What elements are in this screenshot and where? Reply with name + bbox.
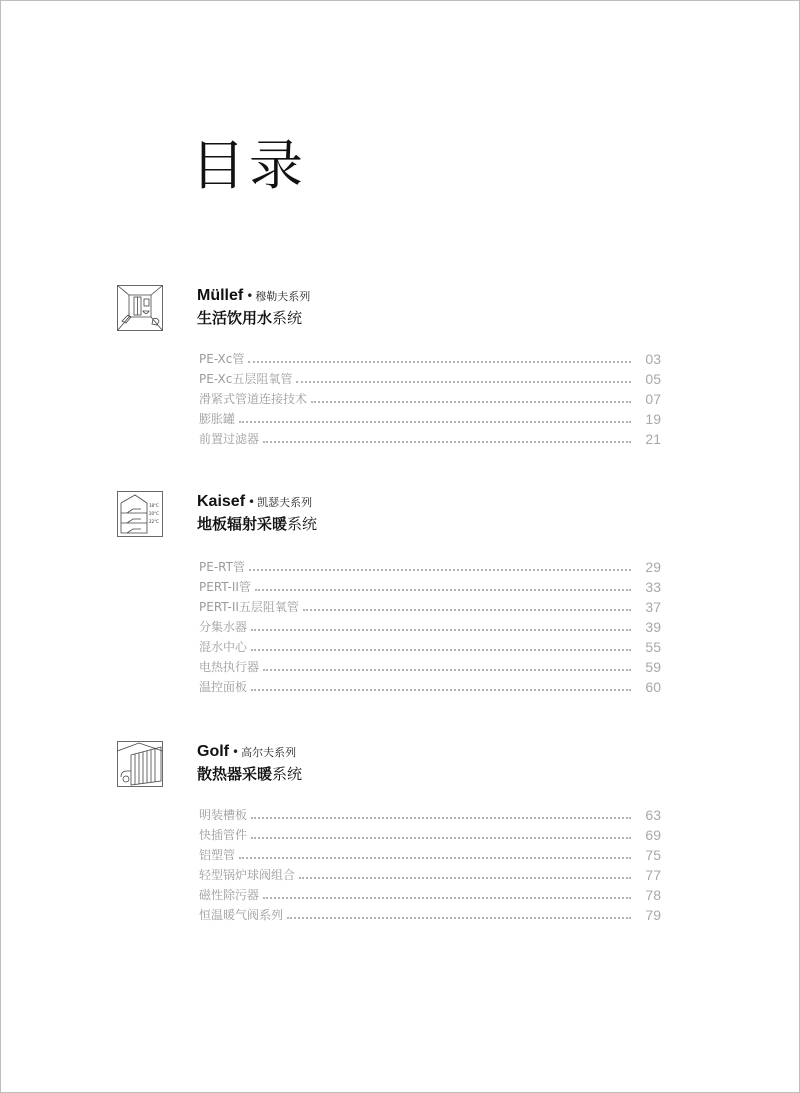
- page-title: 目录: [191, 134, 307, 197]
- dot-leader: [251, 649, 631, 651]
- dot-leader: [255, 589, 631, 591]
- toc-entry-label: 温控面板: [199, 680, 248, 694]
- dot-leader: [251, 689, 631, 691]
- toc-entry-label: 铝塑管: [199, 848, 236, 862]
- toc-entry[interactable]: [199, 805, 661, 825]
- toc-entry-page: 69: [645, 827, 661, 843]
- toc-entry-label: 轻型锅炉球阀组合: [199, 868, 296, 882]
- dot-leader: [263, 669, 631, 671]
- brand-cn-name: 穆勒夫系列: [255, 290, 311, 303]
- dot-leader: [251, 817, 631, 819]
- toc-entry-page: 39: [645, 619, 661, 635]
- toc-entry[interactable]: [199, 677, 661, 697]
- section-title: [197, 764, 302, 784]
- toc-entry-page: 07: [645, 391, 661, 407]
- toc-entry-page: 79: [645, 907, 661, 923]
- series-brand: [197, 285, 310, 307]
- dot-leader: [287, 917, 631, 919]
- toc-entry[interactable]: [199, 637, 661, 657]
- toc-entry-label: 膨胀罐: [199, 412, 236, 426]
- toc-entry-label: PERT-II五层阻氧管: [199, 600, 299, 614]
- toc-entry[interactable]: [199, 597, 661, 617]
- toc-entry[interactable]: [199, 905, 661, 925]
- dot-leader: [299, 877, 631, 879]
- brand-dot: •: [246, 289, 254, 303]
- toc-entry-page: 19: [645, 411, 661, 427]
- floor-heating-icon: [117, 491, 163, 537]
- brand-name: Müllef: [197, 287, 244, 304]
- toc-list: [199, 349, 661, 449]
- toc-entry[interactable]: [199, 557, 661, 577]
- toc-entry[interactable]: [199, 657, 661, 677]
- dot-leader: [311, 401, 631, 403]
- section-title: [197, 514, 317, 534]
- toc-entry-label: PE-RT管: [199, 560, 245, 574]
- toc-entry-label: 恒温暖气阀系列: [199, 908, 284, 922]
- dot-leader: [248, 361, 631, 363]
- toc-entry-page: 05: [645, 371, 661, 387]
- toc-entry-label: 混水中心: [199, 640, 248, 654]
- toc-entry-page: 33: [645, 579, 661, 595]
- series-brand: [197, 491, 312, 513]
- brand-cn-name: 凯瑟夫系列: [257, 496, 313, 509]
- toc-list: [199, 805, 661, 925]
- dot-leader: [251, 837, 631, 839]
- brand-name: Kaisef: [197, 493, 246, 510]
- toc-entry[interactable]: [199, 617, 661, 637]
- section-title-bold: 生活饮用水: [197, 309, 273, 327]
- toc-entry[interactable]: [199, 429, 661, 449]
- toc-entry-label: PE-Xc管: [199, 352, 245, 366]
- toc-entry-page: 77: [645, 867, 661, 883]
- toc-entry[interactable]: [199, 389, 661, 409]
- toc-entry-label: 快插管件: [199, 828, 248, 842]
- dot-leader: [249, 569, 631, 571]
- dot-leader: [239, 421, 631, 423]
- toc-entry[interactable]: [199, 349, 661, 369]
- dot-leader: [239, 857, 631, 859]
- toc-entry[interactable]: [199, 409, 661, 429]
- toc-entry[interactable]: [199, 577, 661, 597]
- toc-entry-page: 55: [645, 639, 661, 655]
- toc-entry-label: PE-Xc五层阻氧管: [199, 372, 293, 386]
- dot-leader: [296, 381, 631, 383]
- section-title-bold: 地板辐射采暖: [197, 515, 288, 533]
- toc-entry-label: 分集水器: [199, 620, 248, 634]
- dot-leader: [251, 629, 631, 631]
- section-title-rest: 系统: [272, 765, 303, 783]
- toc-entry-page: 60: [645, 679, 661, 695]
- toc-entry-label: 明装槽板: [199, 808, 248, 822]
- bathroom-icon: [117, 285, 163, 331]
- toc-entry[interactable]: [199, 369, 661, 389]
- toc-entry[interactable]: [199, 865, 661, 885]
- section-title-bold: 散热器采暖: [197, 765, 273, 783]
- toc-entry[interactable]: [199, 845, 661, 865]
- toc-entry-page: 75: [645, 847, 661, 863]
- dot-leader: [303, 609, 631, 611]
- toc-entry-label: 前置过滤器: [199, 432, 260, 446]
- section-title-rest: 系统: [272, 309, 303, 327]
- section-title: [197, 308, 302, 328]
- toc-entry-label: PERT-II管: [199, 580, 251, 594]
- temp-label: 22°C: [149, 519, 159, 524]
- toc-entry-page: 21: [645, 431, 661, 447]
- series-brand: [197, 741, 296, 763]
- toc-entry-page: 63: [645, 807, 661, 823]
- toc-entry-label: 滑紧式管道连接技术: [199, 392, 308, 406]
- toc-entry-page: 59: [645, 659, 661, 675]
- temp-label: 18°C: [149, 503, 159, 508]
- toc-entry-page: 37: [645, 599, 661, 615]
- toc-entry-page: 03: [645, 351, 661, 367]
- toc-entry-label: 磁性除污器: [199, 888, 260, 902]
- dot-leader: [263, 897, 631, 899]
- radiator-icon: [117, 741, 163, 787]
- brand-dot: •: [248, 495, 256, 509]
- brand-cn-name: 高尔夫系列: [241, 746, 297, 759]
- toc-entry-label: 电热执行器: [199, 660, 260, 674]
- brand-name: Golf: [197, 743, 229, 760]
- toc-entry[interactable]: [199, 825, 661, 845]
- dot-leader: [263, 441, 631, 443]
- toc-entry[interactable]: [199, 885, 661, 905]
- toc-entry-page: 29: [645, 559, 661, 575]
- brand-dot: •: [232, 745, 240, 759]
- temp-label: 20°C: [149, 511, 159, 516]
- toc-list: [199, 557, 661, 697]
- section-title-rest: 系统: [287, 515, 318, 533]
- toc-entry-page: 78: [645, 887, 661, 903]
